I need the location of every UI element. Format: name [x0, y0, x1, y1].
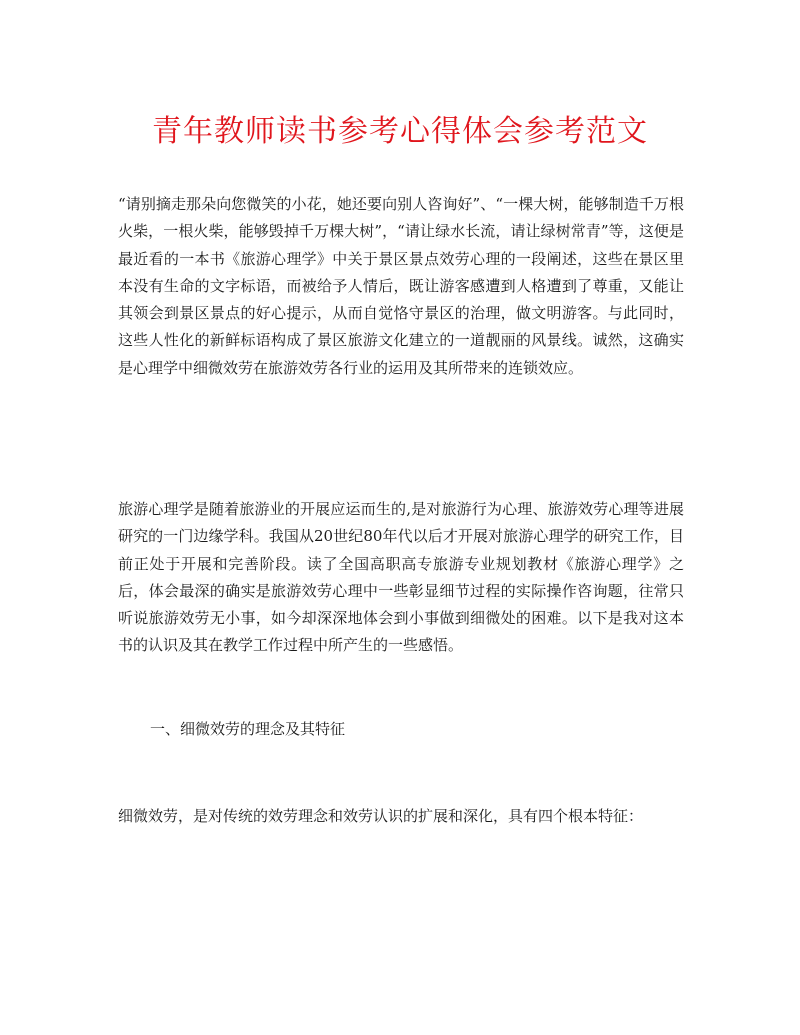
paragraph-definition: 细微效劳，是对传统的效劳理念和效劳认识的扩展和深化，具有四个根本特征： — [118, 807, 644, 825]
section-heading: 一、细微效劳的理念及其特征 — [150, 720, 346, 738]
paragraph-intro: “请别摘走那朵向您微笑的小花，她还要向别人咨询好”、“一棵大树，能够制造千万根火柴，一根火柴，能够毁掉千万棵大树”，“请让绿水长流，请让绿树常青”等，这便是最近看的一本书《旅游心理学》中关于景区景点效劳心理的一段阐述，这些在景区里本没有生命的文字标语，而被给予人情后，既让游客感遭到人格遭到了尊重，又能让其领会到景区景点的好心提示，从而自觉恪守景区的治理，做文明游客。与此同时，这些人性化的新鲜标语构成了景区旅游文化建立的一道靓丽的风景线。诚然，这确实是心理学中细微效劳在旅游效劳各行业的运用及其所带来的连锁效应。 — [118, 195, 684, 377]
document-title: 青年教师读书参考心得体会参考范文 — [152, 114, 648, 149]
paragraph-background: 旅游心理学是随着旅游业的开展应运而生的,是对旅游行为心理、旅游效劳心理等进展研究的一门边缘学科。我国从20世纪80年代以后才开展对旅游心理学的研究工作，目前正处于开展和完善阶段。读了全国高职高专旅游专业规划教材《旅游心理学》之后，体会最深的确实是旅游效劳心理中一些彰显细节过程的实际操作咨询题，往常只听说旅游效劳无小事，如今却深深地体会到小事做到细微处的困难。以下是我对这本书的认识及其在教学工作过程中所产生的一些感悟。 — [118, 500, 684, 655]
